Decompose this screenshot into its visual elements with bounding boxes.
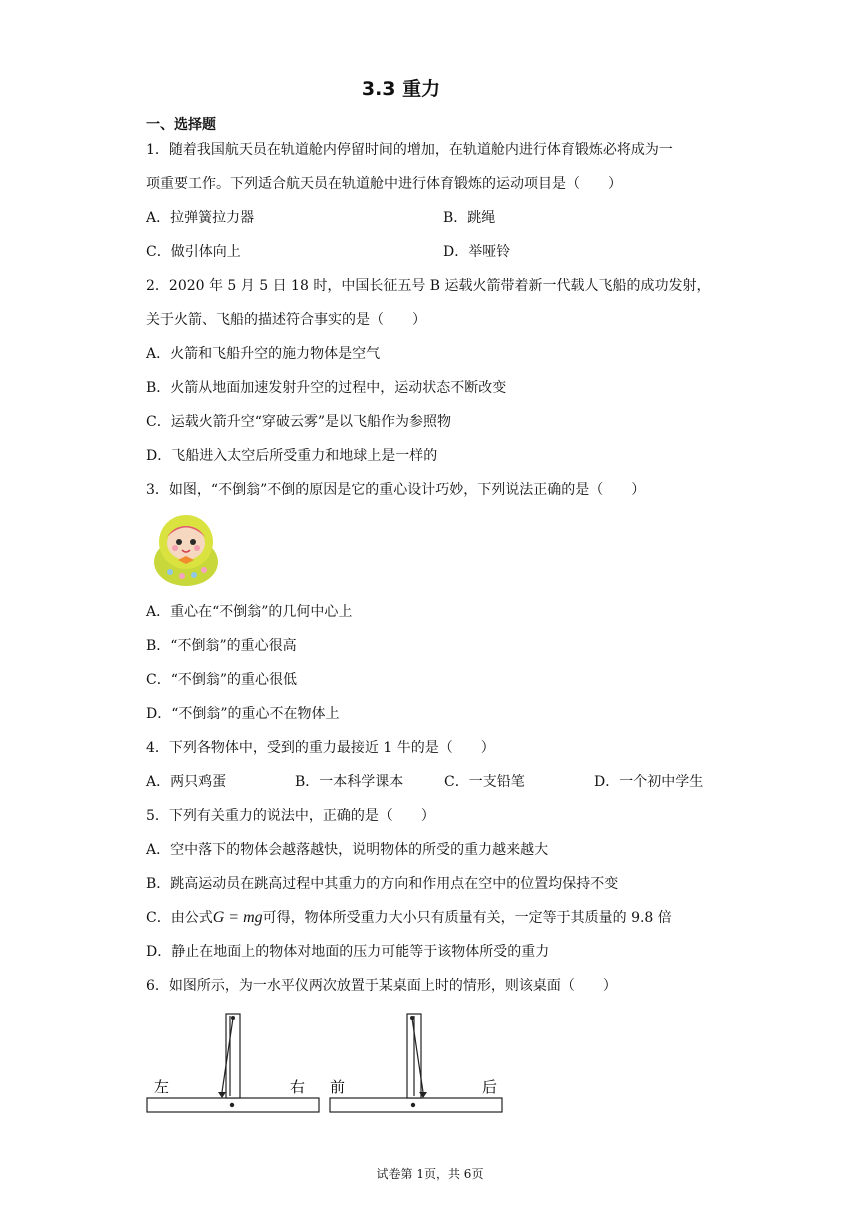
q4-option-c: C．一支铅笔: [444, 774, 525, 790]
label-left: 左: [154, 1078, 170, 1096]
tumbler-toy-image: [148, 512, 224, 588]
q4-option-b: B．一本科学课本: [295, 774, 404, 790]
page-title: 3.3 重力: [361, 78, 441, 100]
q4-option-d: D．一个初中学生: [594, 774, 704, 790]
section-heading: 一、选择题: [146, 117, 216, 133]
label-right: 右: [290, 1078, 306, 1096]
label-front: 前: [330, 1078, 346, 1096]
q4-option-a: A．两只鸡蛋: [146, 774, 227, 790]
q4-stem: 4．下列各物体中，受到的重力最接近 1 牛的是（ ）: [146, 740, 495, 756]
q2-option-b: B．火箭从地面加速发射升空的过程中，运动状态不断改变: [146, 380, 507, 396]
q5-option-c-suffix: 可得，物体所受重力大小只有质量有关，一定等于其质量的 9.8 倍: [262, 910, 672, 926]
q1-stem-line2: 项重要工作。下列适合航天员在轨道舱中进行体育锻炼的运动项目是（ ）: [146, 176, 622, 192]
q2-option-c: C．运载火箭升空“穿破云雾”是以飞船作为参照物: [146, 414, 452, 430]
q3-option-d: D．“不倒翁”的重心不在物体上: [146, 706, 340, 722]
level-left-right-figure: [147, 1014, 319, 1112]
q5-option-a: A．空中落下的物体会越落越快，说明物体的所受的重力越来越大: [146, 842, 549, 858]
q5-option-c-prefix: C．由公式: [146, 910, 213, 926]
level-front-back-figure: [330, 1014, 502, 1112]
q1-option-b: B．跳绳: [443, 210, 496, 226]
q5-option-d: D．静止在地面上的物体对地面的压力可能等于该物体所受的重力: [146, 944, 550, 960]
q3-option-a: A．重心在“不倒翁”的几何中心上: [146, 604, 353, 620]
label-back: 后: [482, 1078, 498, 1096]
q2-stem-line1: 2．2020 年 5 月 5 日 18 时，中国长征五号 B 运载火箭带着新一代载人飞船的成功发射，: [146, 278, 711, 294]
q2-stem-line2: 关于火箭、飞船的描述符合事实的是（ ）: [146, 312, 426, 328]
q2-option-d: D．飞船进入太空后所受重力和地球上是一样的: [146, 448, 438, 464]
q1-option-d: D．举哑铃: [443, 244, 511, 260]
q5-option-c: [146, 909, 672, 927]
q1-option-a: A．拉弹簧拉力器: [146, 210, 255, 226]
q5-option-b: B．跳高运动员在跳高过程中其重力的方向和作用点在空中的位置均保持不变: [146, 876, 619, 892]
q6-stem: 6．如图所示，为一水平仪两次放置于某桌面上时的情形，则该桌面（ ）: [146, 978, 617, 994]
q3-option-c: C．“不倒翁”的重心很低: [146, 672, 298, 688]
level-instrument-figure: [144, 1010, 508, 1116]
page-footer: 试卷第 1页，共 6页: [376, 1167, 484, 1181]
q5-stem: 5．下列有关重力的说法中，正确的是（ ）: [146, 808, 435, 824]
q3-option-b: B．“不倒翁”的重心很高: [146, 638, 297, 654]
q1-stem-line1: 1．随着我国航天员在轨道舱内停留时间的增加，在轨道舱内进行体育锻炼必将成为一: [146, 142, 673, 158]
q3-stem: 3．如图，“不倒翁”不倒的原因是它的重心设计巧妙，下列说法正确的是（ ）: [146, 482, 646, 498]
q1-option-c: C．做引体向上: [146, 244, 241, 260]
gravity-formula: G = mg: [212, 909, 263, 926]
q2-option-a: A．火箭和飞船升空的施力物体是空气: [146, 346, 381, 362]
